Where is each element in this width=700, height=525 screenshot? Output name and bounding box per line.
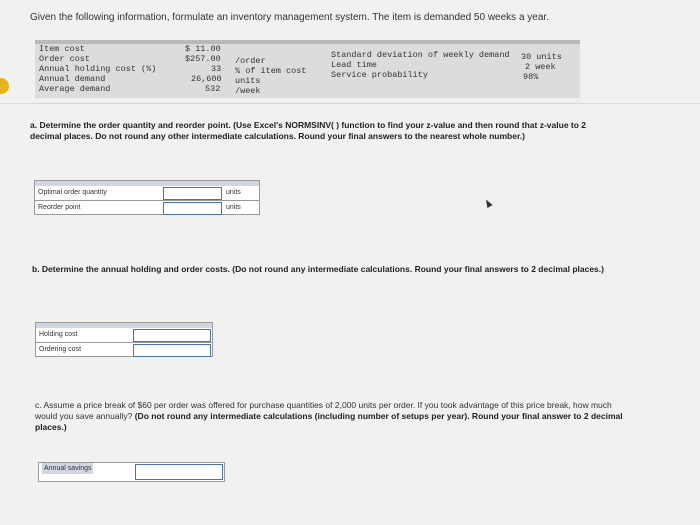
- optimal-order-quantity-input[interactable]: [163, 187, 222, 200]
- part-b-instructions: (Do not round any intermediate calculations. Round your final answers to 2 decimal places.): [232, 264, 604, 274]
- table-value: 98%: [523, 72, 539, 82]
- part-a-answer-table: [34, 180, 260, 215]
- table-value: $257.00: [185, 54, 221, 64]
- table-label: Average demand: [39, 84, 111, 94]
- table-value: 532: [205, 84, 221, 94]
- mouse-pointer-icon: [483, 198, 492, 208]
- row-label: Optimal order quantity: [38, 189, 107, 196]
- table-unit: /order: [235, 56, 266, 66]
- table-row: [35, 200, 259, 215]
- table-unit: units: [235, 76, 261, 86]
- table-value: 33: [211, 64, 222, 74]
- row-label: Holding cost: [39, 331, 78, 338]
- table-value: 26,600: [191, 74, 222, 84]
- part-b-answer-table: [35, 322, 213, 357]
- row-label: Reorder point: [38, 204, 81, 211]
- table-label: Standard deviation of weekly demand: [331, 50, 510, 60]
- table-row: [36, 342, 212, 357]
- table-row: [35, 186, 259, 200]
- table-label: Lead time: [331, 60, 377, 70]
- divider: [0, 103, 700, 104]
- ordering-cost-input[interactable]: [133, 344, 211, 357]
- table-label: Annual holding cost (%): [39, 64, 157, 74]
- part-b-prefix: b. Determine the annual holding and order costs.: [32, 264, 230, 274]
- table-label: Annual demand: [39, 74, 106, 84]
- problem-intro: Given the following information, formulate an inventory management system. The item is demanded 50 weeks a year.: [30, 12, 549, 23]
- part-a-prefix: a. Determine the order quantity and reorder point.: [30, 120, 231, 130]
- part-c-question: [35, 400, 635, 433]
- part-c-answer-table: [38, 462, 225, 482]
- row-unit: units: [226, 204, 241, 211]
- part-c-prefix: c. Assume a price break of $60 per order was offered for purchase quantities of 2,000 units per order. If you took advantage of this price break, how much would you save annually?: [35, 400, 612, 421]
- table-value: 2 week: [525, 62, 556, 72]
- holding-cost-input[interactable]: [133, 329, 211, 342]
- row-label: Annual savings: [44, 465, 92, 472]
- part-b-question: [32, 264, 622, 275]
- table-unit: /week: [235, 86, 261, 96]
- annual-savings-input[interactable]: [135, 464, 223, 480]
- status-dot: [0, 78, 9, 94]
- part-a-instructions: (Use Excel's NORMSINV( ) function to find your z-value and then round that z-value to 2 decimal places. Do not round any other intermediate calculations. Round your final answers to the nearest whole number.): [30, 120, 587, 141]
- part-c-instructions: (Do not round any intermediate calculations (including number of setups per year). Round your final answer to 2 decimal places.): [35, 411, 623, 432]
- given-data-table: [35, 40, 580, 98]
- row-unit: units: [226, 189, 241, 196]
- table-row: [36, 328, 212, 342]
- table-value: $ 11.00: [185, 44, 221, 54]
- part-a-question: [30, 120, 615, 142]
- row-label: Ordering cost: [39, 346, 82, 353]
- table-unit: % of item cost: [235, 66, 307, 76]
- table-value: 30 units: [521, 52, 562, 62]
- table-label: Order cost: [39, 54, 91, 64]
- table-row: [39, 463, 224, 481]
- table-label: Item cost: [39, 44, 85, 54]
- table-label: Service probability: [331, 70, 428, 80]
- reorder-point-input[interactable]: [163, 202, 222, 215]
